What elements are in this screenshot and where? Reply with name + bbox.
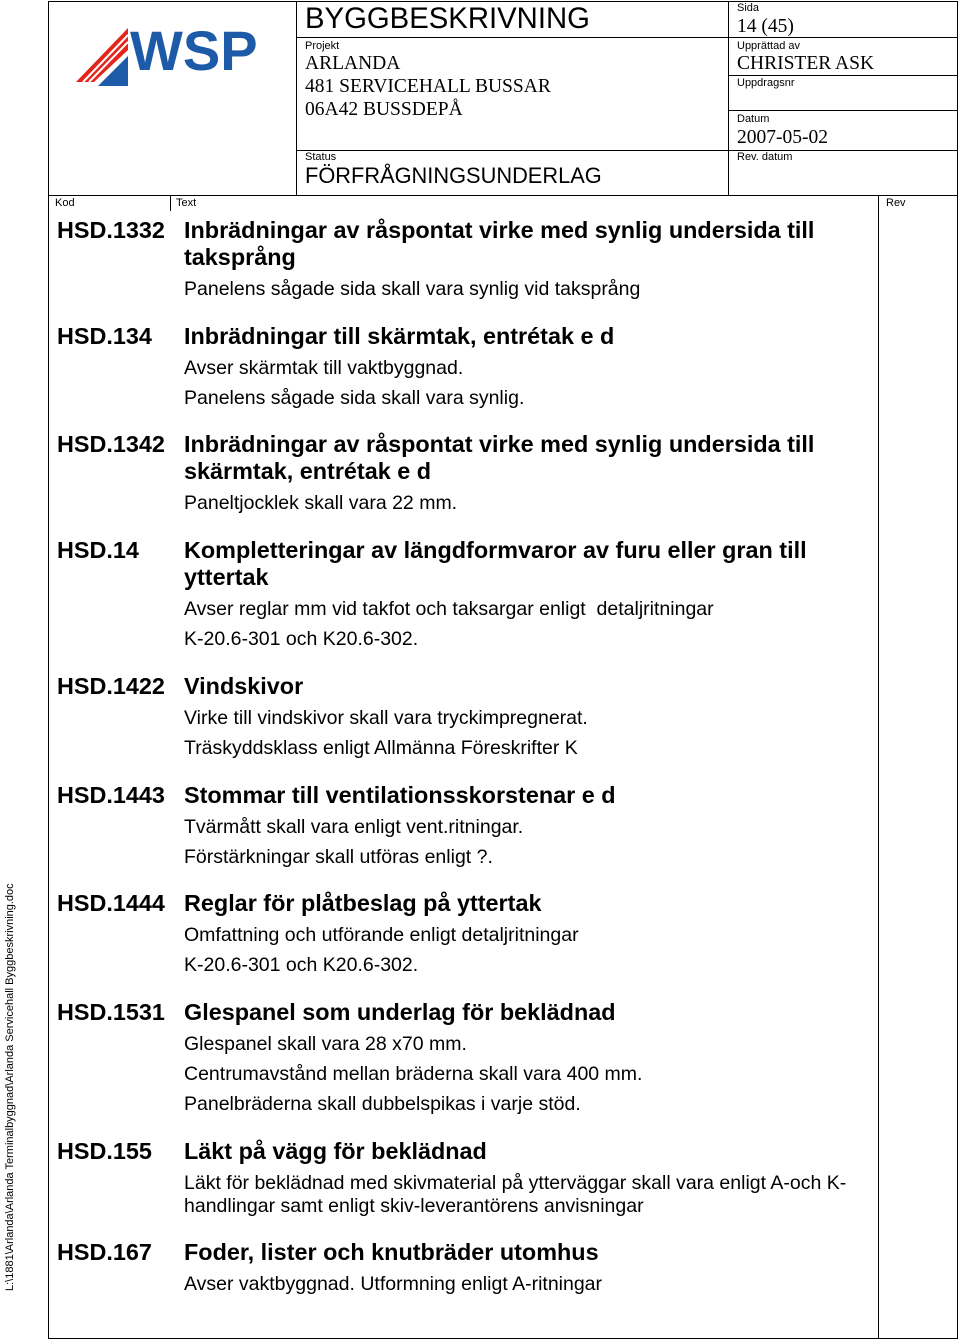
- section-text: [184, 890, 874, 977]
- section-text: [184, 431, 874, 515]
- section-code: HSD.1342: [57, 430, 165, 457]
- date-value: 2007-05-02: [737, 127, 828, 148]
- status-value: FÖRFRÅGNINGSUNDERLAG: [305, 163, 602, 188]
- section-body-line: handlingar samt enligt skiv-leverantörens anvisningar: [184, 1194, 644, 1217]
- section-text: [184, 782, 874, 869]
- date-label: Datum: [737, 112, 770, 125]
- file-path-margin-text: L:\1881\Arlanda\Arlanda Terminalbyggnad\Arlanda Servicehall Byggbeskrivning.doc: [4, 883, 16, 1291]
- header-rule-assignment: [728, 110, 957, 111]
- project-line: 06A42 BUSSDEPÅ: [305, 99, 463, 120]
- header-divider-right: [728, 1, 729, 195]
- section-body-paragraph: [184, 707, 874, 730]
- project-label: Projekt: [305, 39, 340, 52]
- section-body-line: Panelbräderna skall dubbelspikas i varje stöd.: [184, 1092, 581, 1115]
- assignment-number-label: Uppdragsnr: [737, 76, 795, 89]
- section-title-line: Foder, lister och knutbräder utomhus: [184, 1238, 599, 1265]
- section-code: HSD.1422: [57, 672, 165, 699]
- section-body-line: Centrumavstånd mellan bräderna skall vara 400 mm.: [184, 1062, 643, 1085]
- section-text: [184, 1239, 874, 1296]
- section-code: HSD.1444: [57, 889, 165, 916]
- section-code: HSD.1443: [57, 781, 165, 808]
- section-code: HSD.155: [57, 1137, 152, 1164]
- author-value: CHRISTER ASK: [737, 53, 875, 74]
- section-body-line: Omfattning och utförande enligt detaljritningar: [184, 923, 579, 946]
- section-body-line: Avser vaktbyggnad. Utformning enligt A-ritningar: [184, 1272, 603, 1295]
- header-rule-row1: [296, 37, 957, 38]
- status-label: Status: [305, 150, 337, 163]
- section-text: [184, 217, 874, 301]
- section-body-paragraph: [184, 954, 874, 977]
- revision-date-label: Rev. datum: [737, 150, 793, 163]
- logo-wordmark: WSP: [130, 20, 258, 82]
- project-line: ARLANDA: [305, 53, 401, 74]
- section-body-paragraph: [184, 387, 874, 410]
- page-number: 14 (45): [737, 16, 794, 37]
- section-body-paragraph: [184, 598, 874, 621]
- section-title-line: Inbrädningar till skärmtak, entrétak e d: [184, 322, 615, 349]
- document-type-title: BYGGBESKRIVNING: [305, 2, 590, 35]
- section-body-paragraph: [184, 1093, 874, 1116]
- section-body-line: Tvärmått skall vara enligt vent.ritningar.: [184, 815, 524, 838]
- section-body-paragraph: [184, 278, 874, 301]
- section-body-line: Panelens sågade sida skall vara synlig.: [184, 386, 525, 409]
- section-body-paragraph: [184, 628, 874, 651]
- section-body-line: Glespanel skall vara 28 x70 mm.: [184, 1032, 467, 1055]
- header-rule-status: [296, 150, 957, 151]
- section-text: [184, 1138, 874, 1218]
- section-body-paragraph: [184, 357, 874, 380]
- section-body-paragraph: [184, 1063, 874, 1086]
- section-text: [184, 537, 874, 651]
- section-body-paragraph: [184, 1273, 874, 1296]
- wsp-logo: [70, 20, 260, 92]
- section-code: HSD.14: [57, 536, 139, 563]
- column-header-rev: Rev: [886, 196, 906, 209]
- section-body-paragraph: [184, 816, 874, 839]
- section-body-line: Virke till vindskivor skall vara tryckimpregnerat.: [184, 706, 588, 729]
- section-code: HSD.1531: [57, 998, 165, 1025]
- section-body-paragraph: [184, 492, 874, 515]
- section-body-paragraph: [184, 924, 874, 947]
- column-header-text: Text: [176, 196, 197, 209]
- section-title-line: Stommar till ventilationsskorstenar e d: [184, 781, 616, 808]
- section-text: [184, 323, 874, 410]
- section-body-line: Avser skärmtak till vaktbyggnad.: [184, 356, 464, 379]
- section-body-paragraph: [184, 1033, 874, 1056]
- section-title-line: skärmtak, entrétak e d: [184, 457, 432, 484]
- section-body-line: K-20.6-301 och K20.6-302.: [184, 627, 419, 650]
- page-label: Sida: [737, 1, 760, 14]
- column-tick-code-text: [170, 195, 171, 211]
- section-title-line: yttertak: [184, 563, 269, 590]
- section-title-line: taksprång: [184, 243, 296, 270]
- section-code: HSD.1332: [57, 216, 165, 243]
- section-body-line: Förstärkningar skall utföras enligt ?.: [184, 845, 493, 868]
- section-title-line: Reglar för plåtbeslag på yttertak: [184, 889, 542, 916]
- section-code: HSD.167: [57, 1238, 152, 1265]
- section-title-line: Läkt på vägg för beklädnad: [184, 1137, 487, 1164]
- section-body-line: Avser reglar mm vid takfot och taksargar enligt detaljritningar: [184, 597, 714, 620]
- section-body-line: Paneltjocklek skall vara 22 mm.: [184, 491, 458, 514]
- section-body-line: Läkt för beklädnad med skivmaterial på ytterväggar skall vara enligt A-och K-: [184, 1171, 847, 1194]
- section-body-line: K-20.6-301 och K20.6-302.: [184, 953, 419, 976]
- logo-mark: [76, 28, 128, 86]
- section-title-line: Glespanel som underlag för beklädnad: [184, 998, 616, 1025]
- header-divider-logo: [296, 1, 297, 195]
- section-title-line: Inbrädningar av råspontat virke med synlig undersida till: [184, 216, 815, 243]
- section-title-line: Kompletteringar av längdformvaror av furu eller gran till: [184, 536, 807, 563]
- section-title-line: Vindskivor: [184, 672, 304, 699]
- section-title-line: Inbrädningar av råspontat virke med synlig undersida till: [184, 430, 815, 457]
- author-label: Upprättad av: [737, 39, 800, 52]
- section-code: HSD.134: [57, 322, 152, 349]
- rev-column-divider: [878, 195, 879, 1338]
- section-body-line: Träskyddsklass enligt Allmänna Föreskrifter K: [184, 736, 578, 759]
- section-text: [184, 999, 874, 1116]
- project-line: 481 SERVICEHALL BUSSAR: [305, 76, 551, 97]
- section-body-paragraph: [184, 737, 874, 760]
- section-body-paragraph: [184, 1172, 874, 1218]
- section-text: [184, 673, 874, 760]
- section-body-paragraph: [184, 846, 874, 869]
- column-header-code: Kod: [55, 196, 75, 209]
- section-body-line: Panelens sågade sida skall vara synlig vid taksprång: [184, 277, 641, 300]
